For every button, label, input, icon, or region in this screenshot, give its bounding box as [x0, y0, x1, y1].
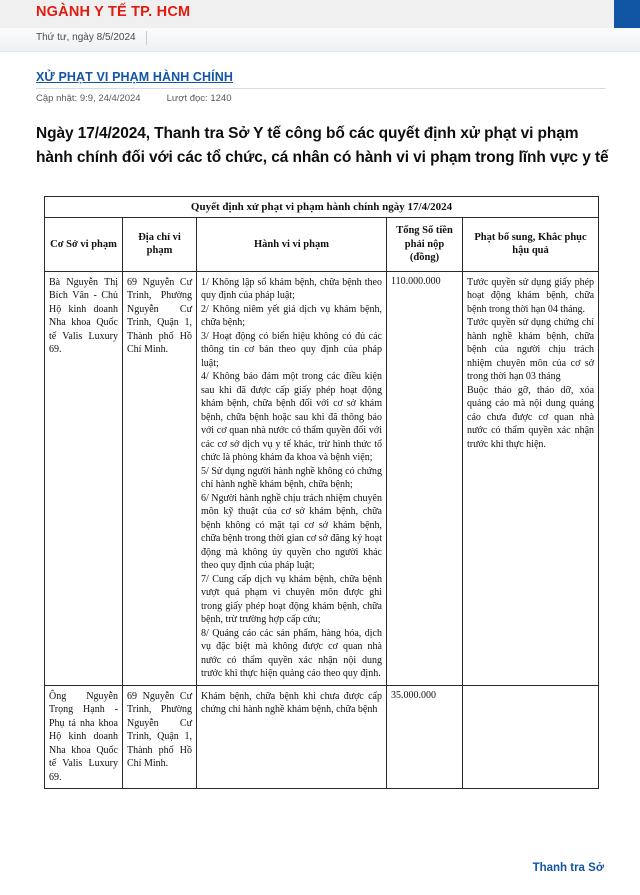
penalty-decisions-table [44, 196, 599, 789]
header-accent-block [614, 0, 640, 28]
cell-violation [197, 271, 387, 685]
column-header-additional: Phạt bổ sung, Khắc phục hậu quả [463, 218, 599, 272]
cell-address: 69 Nguyễn Cư Trinh, Phường Nguyễn Cư Trinh, Quận 1, Thành phố Hồ Chí Minh. [123, 271, 197, 685]
cell-additional [463, 685, 599, 789]
cell-violation [197, 685, 387, 789]
table-row [45, 685, 599, 789]
table-caption: Quyết định xử phạt vi phạm hành chính ngày 17/4/2024 [45, 197, 599, 218]
table-row [45, 271, 599, 685]
cell-paragraph: Buộc tháo gỡ, tháo dỡ, xóa quảng cáo mà nội dung quảng cáo chưa được cơ quan nhà nước có thẩm quyền xác nhận trước khi thực hiện. [467, 384, 595, 450]
site-title: NGÀNH Y TẾ TP. HCM [36, 4, 191, 20]
column-header-subject: Cơ Sở vi phạm [45, 218, 123, 272]
table-header-row [45, 218, 599, 272]
current-date-label: Thứ tư, ngày 8/5/2024 [36, 32, 136, 43]
updated-label: Cập nhật: 9:9, 24/4/2024 [36, 93, 141, 104]
cell-paragraph: 4/ Không bảo đảm một trong các điều kiện sau khi đã được cấp giấy phép hoạt động khám bệnh, chữa bệnh đối với cơ sở khám bệnh, chữa bệnh hoặc sau khi đã thông báo với cơ quan nhà nước có thẩm quyền đối với các cơ sở dịch vụ y tế khác, trừ hình thức tổ chức là phòng khám đa khoa và bệnh viện; [201, 371, 382, 464]
cell-amount: 110.000.000 [387, 271, 463, 685]
column-header-violation: Hành vi vi phạm [197, 218, 387, 272]
article-signoff: Thanh tra Sở [532, 862, 604, 874]
cell-paragraph: 6/ Người hành nghề chịu trách nhiệm chuyên môn kỹ thuật của cơ sở khám bệnh, chữa bệnh không có mặt tại cơ sở khám bệnh, chữa bệnh trong thời gian cơ sở đăng ký hoạt động mà không ủy quyền cho người khác theo quy định của pháp luật; [201, 492, 382, 572]
category-link[interactable]: XỬ PHẠT VI PHẠM HÀNH CHÍNH [36, 70, 234, 84]
cell-paragraph: Khám bệnh, chữa bệnh khi chưa được cấp chứng chỉ hành nghề khám bệnh, chữa bệnh [201, 690, 382, 716]
cell-paragraph: 8/ Quảng cáo các sản phẩm, hàng hóa, dịch vụ đặc biệt mà không được cơ quan nhà nước có thẩm quyền xác nhận nội dung trước khi thực hiện quảng cáo theo quy định. [201, 627, 382, 680]
cell-paragraph: Tước quyền sử dụng chứng chỉ hành nghề khám bệnh, chữa bệnh của người chịu trách nhiệm chuyên môn của cơ sở trong thời hạn 03 tháng [467, 317, 595, 383]
cell-address: 69 Nguyễn Cư Trinh, Phường Nguyễn Cư Trinh, Quận 1, Thành phố Hồ Chí Minh. [123, 685, 197, 789]
views-label: Lượt đọc: 1240 [166, 93, 232, 104]
page-title: Ngày 17/4/2024, Thanh tra Sở Y tế công bố các quyết định xử phạt vi phạm hành chính đối với các tổ chức, cá nhân có hành vi vi phạm trong lĩnh vực y tế [36, 125, 609, 166]
table-caption-row [45, 197, 599, 218]
cell-subject: Bà Nguyễn Thị Bích Vân - Chủ Hộ kinh doanh Nha khoa Quốc tế Valis Luxury 69. [45, 271, 123, 685]
cell-paragraph: 2/ Không niêm yết giá dịch vụ khám bệnh, chữa bệnh; [201, 303, 382, 329]
cell-amount: 35.000.000 [387, 685, 463, 789]
column-header-amount: Tổng Số tiền phải nộp (đồng) [387, 218, 463, 272]
cell-additional [463, 271, 599, 685]
cell-paragraph: 5/ Sử dụng người hành nghề không có chứng chỉ hành nghề khám bệnh, chữa bệnh; [201, 465, 382, 491]
cell-paragraph: 3/ Hoạt động có biển hiệu không có đủ các thông tin cơ bản theo quy định của pháp luật; [201, 330, 382, 369]
cell-subject: Ông Nguyễn Trọng Hạnh - Phụ tá nha khoa Hộ kinh doanh Nha khoa Quốc tế Valis Luxury 69. [45, 685, 123, 789]
cell-paragraph: Tước quyền sử dụng giấy phép hoạt động khám bệnh, chữa bệnh trong thời hạn 04 tháng. [467, 276, 595, 315]
cell-paragraph: 7/ Cung cấp dịch vụ khám bệnh, chữa bệnh vượt quá phạm vi chuyên môn được ghi trong giấy phép hoạt động khám bệnh, chữa bệnh, trừ trường hợp cấp cứu; [201, 573, 382, 626]
category-rule [36, 88, 606, 89]
column-header-address: Địa chỉ vi phạm [123, 218, 197, 272]
cell-paragraph: 1/ Không lập sổ khám bệnh, chữa bệnh theo quy định của pháp luật; [201, 276, 382, 302]
article-meta [36, 93, 231, 104]
date-bar-divider [146, 31, 147, 45]
